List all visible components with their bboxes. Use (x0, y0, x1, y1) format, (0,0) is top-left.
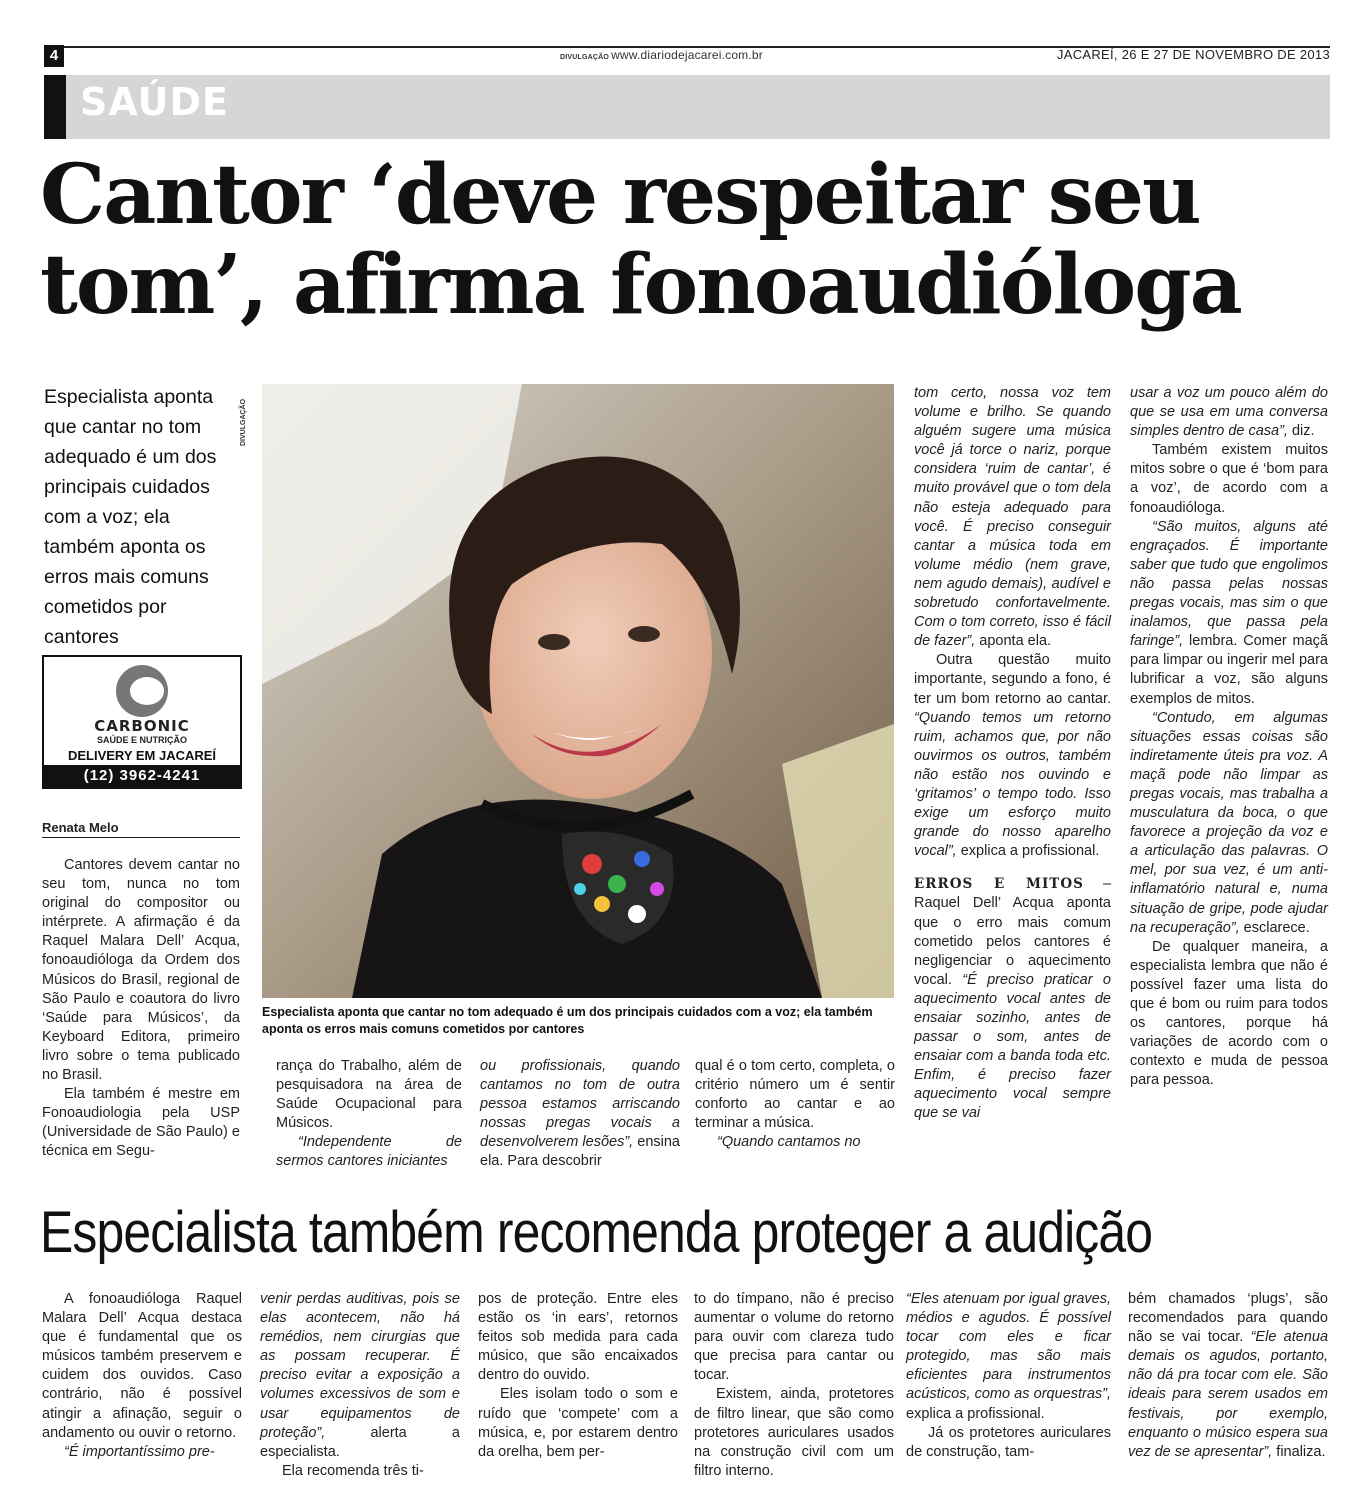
photo-caption: Especialista aponta que cantar no tom adequado é um dos principais cuidados com a voz; ela também aponta os erros mais comuns cometidos por cantores (262, 1005, 873, 1036)
article-column-5 (914, 384, 1111, 1124)
paragraph (695, 1133, 895, 1152)
paragraph (1130, 709, 1328, 938)
quote: usar a voz um pouco além do que se usa em uma conversa simples dentro de casa”, (1130, 385, 1328, 440)
paragraph: pos de proteção. Entre eles estão os ‘in ears’, retornos feitos sob medida para cada músico, que são encaixados dentro do ouvido. (478, 1291, 678, 1384)
quote: “Eles atenuam por igual graves, médios e agudos. É possível tocar com eles e ficar protegido, mas são mais eficientes para instrumentos acústicos, como as orquestras”, (906, 1291, 1111, 1403)
article2-column-4 (694, 1290, 894, 1481)
ad-brand: CARBONIC (94, 717, 190, 735)
text: ensina ela. Para descobrir (480, 1134, 680, 1170)
text: esclarece. (1239, 919, 1310, 936)
paragraph: Ela também é mestre em Fonoaudiologia pela USP (Universidade de São Paulo) e técnica em Segu- (42, 1086, 240, 1160)
subhead: ERROS E MITOS (914, 876, 1084, 893)
paragraph: qual é o tom certo, completa, o critério número um é sentir conforto ao cantar e ao terminar a música. (695, 1058, 895, 1132)
paragraph: Ela recomenda três ti- (282, 1462, 424, 1479)
site-url-text: www.diariodejacarei.com.br (611, 48, 763, 62)
quote: ou profissionais, quando cantamos no tom de outra pessoa estamos arriscando nossas pregas vocais a desenvolverem lesões”, (480, 1058, 680, 1151)
paragraph (1130, 518, 1328, 709)
paragraph: to do tímpano, não é preciso aumentar o volume do retorno para ouvir com clareza tudo que precisa para cantar ou tocar. (694, 1291, 894, 1384)
byline-rule (42, 837, 240, 838)
text: aponta ela. (975, 633, 1052, 650)
paragraph: Já os protetores auriculares de construção, tam- (906, 1424, 1111, 1460)
paragraph (42, 1443, 242, 1462)
paragraph (914, 384, 1111, 651)
text: finaliza. (1272, 1443, 1326, 1460)
quote: venir perdas auditivas, pois se elas acontecem, não há remédios, nem cirurgias que as possam recuperar. É preciso evitar a exposição a volumes excessivos de som e usar equipamentos de proteção”, (260, 1291, 460, 1441)
paragraph: Também existem muitos mitos sobre o que é ‘bom para a voz’, de acordo com a fonoaudióloga. (1130, 442, 1328, 516)
page-number: 4 (44, 45, 64, 67)
article2-column-3 (478, 1290, 678, 1462)
headline-2: Especialista também recomenda proteger a audição (40, 1200, 1153, 1265)
text: Outra questão muito importante, segundo a fono, é ter um bom retorno ao cantar. (914, 652, 1111, 707)
byline: Renata Melo (42, 820, 119, 835)
site-tag: DIVULGAÇÃO (560, 54, 610, 61)
article-column-2 (276, 1057, 462, 1172)
paragraph: rança do Trabalho, além de pesquisadora na área de Saúde Ocupacional para Músicos. (276, 1058, 462, 1132)
quote: “Contudo, em algumas situações essas coisas são indiretamente úteis pra voz. A maçã pode não limpar as pregas vocais, mas trabalha a musculatura da boca, o que favorece a projeção da voz e a articulação das palavras. O mel, por sua vez, é um anti-inflamatório natural e, numa situação de gripe, pode ajudar na recuperação”, (1130, 709, 1328, 936)
paragraph (260, 1290, 460, 1462)
article2-column-6 (1128, 1290, 1328, 1462)
quote: “Quando cantamos no (717, 1134, 861, 1151)
paragraph: Cantores devem cantar no seu tom, nunca no tom original do compositor ou intérprete. A afirmação é da Raquel Malara Dell’ Acqua, fonoaudióloga da Ordem dos Músicos do Brasil, regional de São Paulo e coautora do livro ‘Saúde para Músicos’, da Keyboard Editora, primeiro livro sobre o tema publicado no Brasil. (42, 857, 240, 1084)
text: diz. (1287, 423, 1315, 440)
quote: “Ele atenua demais os agudos, portanto, não dá pra tocar com ele. São ideais para serem usados em festivais, por exemplo, enquanto o músico espera sua vez de se apresentar”, (1128, 1329, 1329, 1460)
section-label: SAÚDE (80, 80, 229, 124)
article2-column-1 (42, 1290, 242, 1462)
headline: Cantor ‘deve respeitar seu tom’, afirma fonoaudióloga (40, 147, 1241, 333)
text: lembra. Comer maçã para limpar ou ingerir mel para lubrificar a voz, são alguns exemplos de mitos. (1130, 633, 1328, 707)
ad-delivery: DELIVERY EM JACAREÍ (67, 748, 217, 763)
section-bar (44, 75, 1330, 139)
quote: “É importantíssimo pre- (64, 1443, 215, 1460)
article-column-6 (1130, 384, 1328, 1090)
text: explica a profissional. (906, 1405, 1045, 1422)
article2-column-5 (906, 1290, 1111, 1462)
paragraph (276, 1133, 462, 1171)
paragraph: Eles isolam todo o som e ruído que ‘compete’ com a música, e, por estarem dentro da orelha, bem per- (478, 1386, 678, 1460)
photo-credit: DIVULGAÇÃO (240, 398, 247, 446)
site-url[interactable] (560, 48, 763, 62)
quote: “É preciso praticar o aquecimento vocal antes de ensaiar sozinho, antes de passar o som, antes de ensaiar com a banda toda etc. Enfim, é preciso fazer aquecimento vocal sempre que se vai (914, 971, 1111, 1122)
article-column-3 (480, 1057, 680, 1172)
paragraph: A fonoaudióloga Raquel Malara Dell’ Acqua destaca que é fundamental que os músicos também preservem e cuidem dos ouvidos. Caso contrário, não é possível atingir a afinação, seguir o andamento ou ouvir o retorno. (42, 1291, 242, 1441)
article-column-4 (695, 1057, 895, 1152)
text: bém chamados ‘plugs’, são recomendados para quando não se vai tocar. (1128, 1291, 1328, 1346)
deck: Especialista aponta que cantar no tom adequado é um dos principais cuidados com a voz; ela também aponta os erros mais comuns cometidos por cantores (44, 386, 217, 648)
article-column-1 (42, 856, 240, 1162)
quote: “São muitos, alguns até engraçados. É importante saber que tudo que engolimos não passa pelas nossas pregas vocais, mas sim o que inalamos, que passa pela faringe”, (1130, 518, 1328, 650)
paragraph (480, 1057, 680, 1172)
paragraph: De qualquer maneira, a especialista lembra que não é possível fazer uma lista do que é bom ou ruim para todos os cantores, porque há variações de acordo com o contexto e muda de pessoa para pessoa. (1130, 938, 1328, 1089)
paragraph (914, 875, 1111, 1123)
ad-subtitle: SAÚDE E NUTRIÇÃO (96, 735, 187, 745)
article2-column-2 (260, 1290, 460, 1481)
carbonic-logo-icon (116, 665, 168, 717)
paragraph (1130, 384, 1328, 441)
paragraph (906, 1290, 1111, 1424)
portrait-photo (262, 384, 894, 998)
paragraph: Existem, ainda, protetores de filtro linear, que são como protetores auriculares usados na construção civil com um filtro interno. (694, 1386, 894, 1479)
quote: tom certo, nossa voz tem volume e brilho. Se quando alguém sugere uma música você já torce o nariz, porque considera ‘ruim de cantar’, é muito provável que o tom dela não esteja adequado para você. É preciso conseguir cantar a música toda em volume médio (nem grave, nem agudo demais), audível e sobretudo confortavelmente. Com o tom correto, isso é fácil de fazer”, (914, 385, 1111, 650)
quote: “Independente de sermos cantores iniciantes (276, 1134, 462, 1170)
dateline: JACAREÍ, 26 E 27 DE NOVEMBRO DE 2013 (1056, 47, 1330, 62)
portrait-illustration (262, 384, 894, 998)
carbonic-ad[interactable] (42, 655, 242, 789)
quote: “Quando temos um retorno ruim, achamos que, por não ouvirmos os outros, também não estão nos ouvindo e ‘gritamos’ o tempo todo. Isso exige um esforço muito grande do nosso aparelho vocal”, (914, 709, 1111, 860)
paragraph (1128, 1290, 1328, 1462)
ad-phone: (12) 3962-4241 (44, 765, 240, 787)
paragraph (914, 651, 1111, 861)
logo-inner (130, 677, 164, 705)
text: alerta a especialista. (260, 1424, 460, 1460)
section-block (44, 75, 66, 139)
text: – Raquel Dell’ Acqua aponta que o erro mais comum cometido pelos cantores é negligenciar o aquecimento vocal. (914, 876, 1112, 988)
text: explica a profissional. (956, 843, 1100, 860)
